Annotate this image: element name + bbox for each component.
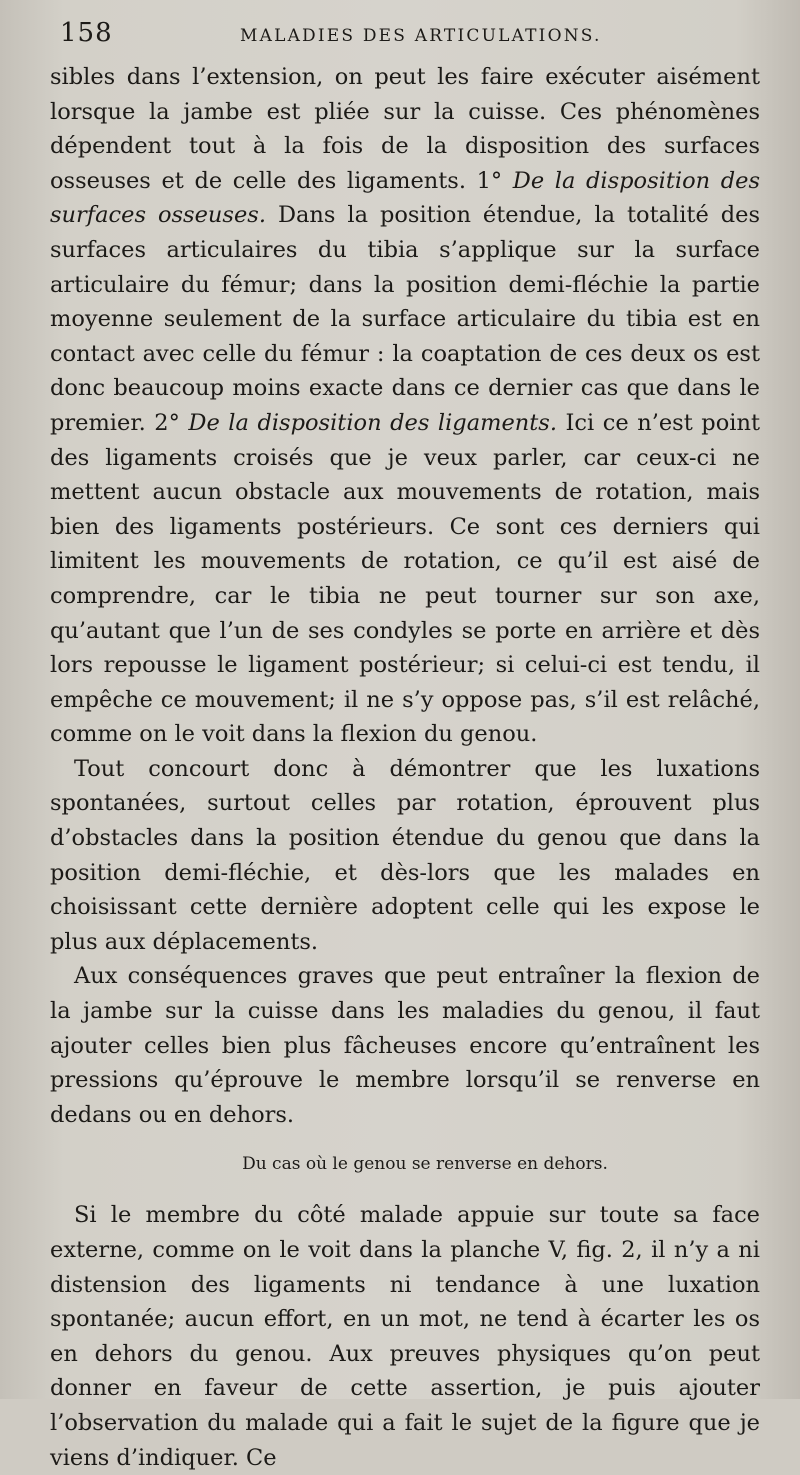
paragraph-4: Si le membre du côté malade appuie sur toute sa face externe, comme on le voit dans la planche V, fig. 2, il n’y a ni distension des ligaments ni tendance à une luxation spontanée; aucun effort, en un mot, ne tend à écarter les os en dehors du genou. Aux preuves physiques qu’on peut donner en faveur de cette assertion, je puis ajouter l’observation du malade qui a fait le sujet de la figure que je viens d’indiquer. Ce	[50, 1202, 760, 1471]
body-text	[50, 60, 760, 1475]
running-head	[60, 18, 760, 54]
italic-heading-bony-surfaces: De la disposition des surfaces osseuses.	[50, 167, 760, 229]
italic-heading-ligaments: De la disposition des ligaments.	[188, 409, 557, 436]
paragraph-1	[50, 60, 760, 752]
paragraph-1-text-b: Dans la position étendue, la totalité des surfaces articulaires du tibia s’applique sur la surface articulaire du fémur; dans la position demi-fléchie la partie moyenne seulement de la surface articulaire du tibia est en contact avec celle du fémur : la coaptation de ces deux os est donc beaucoup moins exacte dans ce dernier cas que dans le premier. 2°	[50, 202, 760, 436]
paragraph-3: Aux conséquences graves que peut entraîner la flexion de la jambe sur la cuisse dans les maladies du genou, il faut ajouter celles bien plus fâcheuses encore qu’entraînent les pressions qu’éprouve le membre lorsqu’il se renverse en dedans ou en dehors.	[50, 963, 760, 1128]
section-subheading: Du cas où le genou se renverse en dehors.	[242, 1154, 608, 1175]
paragraph-2: Tout concourt donc à démontrer que les luxations spontanées, surtout celles par rotation, éprouvent plus d’obstacles dans la position étendue du genou que dans la position demi-fléchie, et dès-lors que les malades en choisissant cette dernière adoptent celle qui les expose le plus aux déplacements.	[50, 755, 760, 955]
running-title: MALADIES DES ARTICULATIONS.	[240, 26, 602, 46]
paragraph-1-text-a: sibles dans l’extension, on peut les faire exécuter aisément lorsque la jambe est pliée sur la cuisse. Ces phénomènes dépendent tout à la fois de la disposition des surfaces osseuses et de celle des ligaments. 1°	[50, 64, 760, 194]
paragraph-1-text-c: Ici ce n’est point des ligaments croisés que je veux parler, car ceux-ci ne mettent aucun obstacle aux mouvements de rotation, mais bien des ligaments postérieurs. Ce sont ces derniers qui limitent les mouvements de rotation, ce qu’il est aisé de comprendre, car le tibia ne peut tourner sur son axe, qu’autant que l’un de ses condyles se porte en arrière et dès lors repousse le ligament postérieur; si celui-ci est tendu, il empêche ce mouvement; il ne s’y oppose pas, s’il est relâché, comme on le voit dans la flexion du genou.	[50, 409, 760, 748]
page-number: 158	[60, 18, 113, 48]
